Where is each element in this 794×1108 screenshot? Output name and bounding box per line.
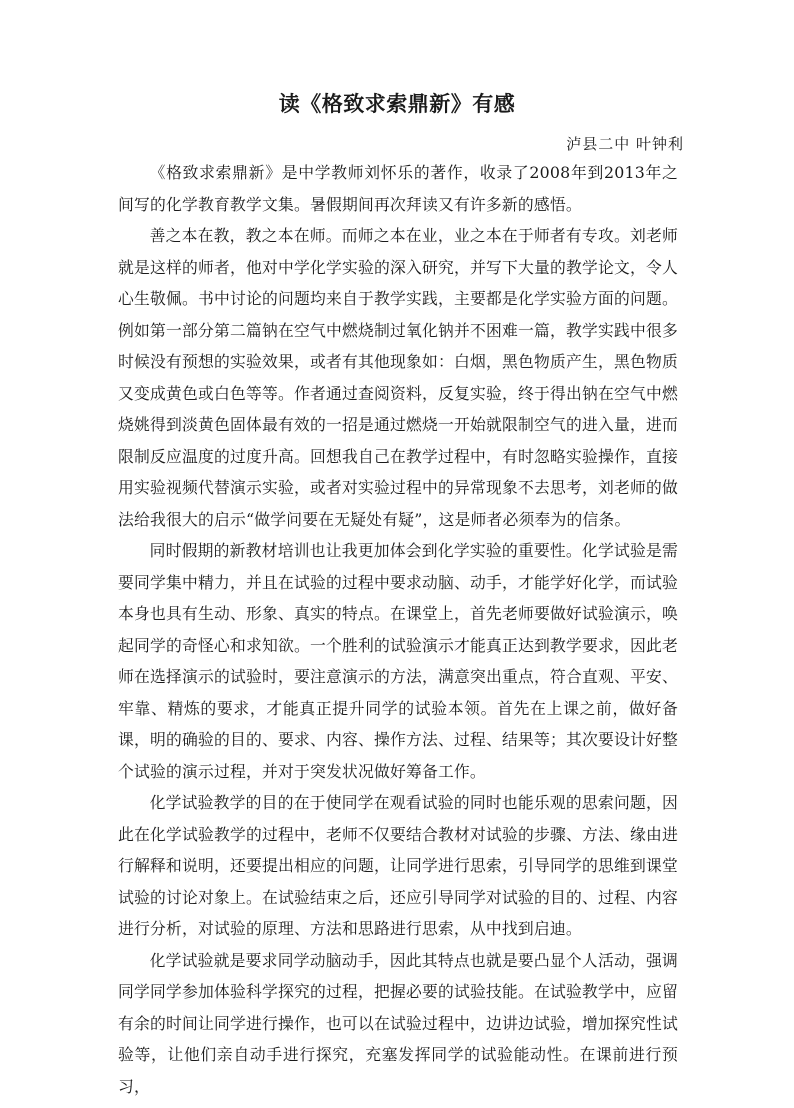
paragraph-1: 《格致求索鼎新》是中学教师刘怀乐的著作，收录了2008年到2013年之间写的化学教育教学文集。暑假期间再次拜读又有许多新的感悟。 <box>118 163 678 214</box>
paragraph-2: 善之本在教，教之本在师。而师之本在业，业之本在于师者有专攻。刘老师就是这样的师者，他对中学化学实验的深入研究，并写下大量的教学论文，令人心生敬佩。书中讨论的问题均来自于教学实践，主要都是化学实验方面的问题。例如第一部分第二篇钠在空气中燃烧制过氧化钠并不困难一篇，教学实践中很多时候没有预想的实验效果，或者有其他现象如：白烟，黑色物质产生，黑色物质又变成黄色或白色等等。作者通过查阅资料，反复实验，终于得出钠在空气中燃烧姚得到淡黄色固体最有效的一招是通过燃烧一开始就限制空气的进入量，进而限制反应温度的过度升高。回想我自己在教学过程中，有时忽略实验操作，直接用实验视频代替演示实验，或者对实验过程中的异常现象不去思考，刘老师的做法给我很大的启示“做学问要在无疑处有疑”，这是师者必须奉为的信条。 <box>118 226 678 529</box>
author-line: 泸县二中 叶钟利 <box>566 135 684 153</box>
paragraph-5: 化学试验就是要求同学动脑动手，因此其特点也就是要凸显个人活动，强调同学同学参加体验科学探究的过程，把握必要的试验技能。在试验教学中，应留有余的时间让同学进行操作，也可以在试验过程中，边讲边试验，增加探究性试验等，让他们亲自动手进行探究，充塞发挥同学的试验能动性。在课前进行预习， <box>118 950 678 1096</box>
article-body <box>118 157 678 1102</box>
page-title: 读《格致求索鼎新》有感 <box>278 92 516 116</box>
paragraph-3: 同时假期的新教材培训也让我更加体会到化学实验的重要性。化学试验是需要同学集中精力，并且在试验的过程中要求动脑、动手，才能学好化学，而试验本身也具有生动、形象、真实的特点。在课堂上，首先老师要做好试验演示，唤起同学的奇怪心和求知欲。一个胜利的试验演示才能真正达到教学要求，因此老师在选择演示的试验时，要注意演示的方法，满意突出重点，符合直观、平安、牢靠、精炼的要求，才能真正提升同学的试验本领。首先在上课之前，做好备课，明的确验的目的、要求、内容、操作方法、过程、结果等；其次要设计好整个试验的演示过程，并对于突发状况做好筹备工作。 <box>118 541 678 781</box>
paragraph-4: 化学试验教学的目的在于使同学在观看试验的同时也能乐观的思索问题，因此在化学试验教学的过程中，老师不仅要结合教材对试验的步骤、方法、缘由进行解释和说明，还要提出相应的问题，让同学进行思索，引导同学的思维到课堂试验的讨论对象上。在试验结束之后，还应引导同学对试验的目的、过程、内容进行分析，对试验的原理、方法和思路进行思索，从中找到启迪。 <box>118 793 678 938</box>
